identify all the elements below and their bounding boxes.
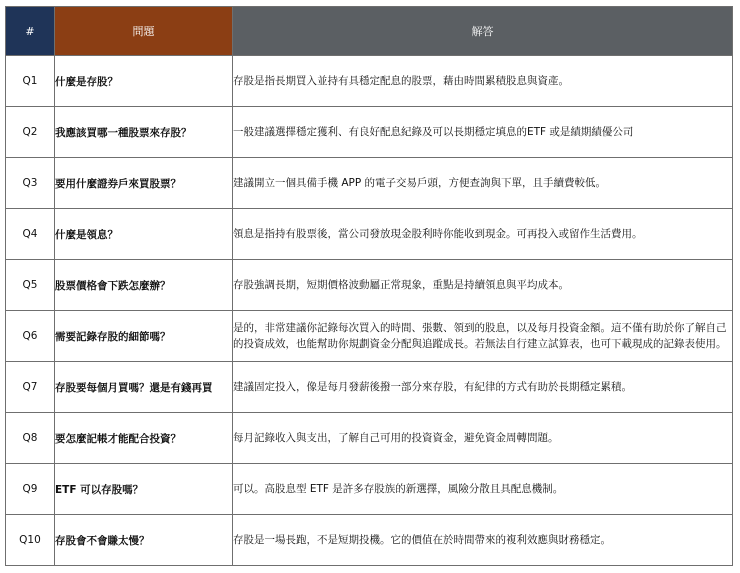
- table-row: [6, 464, 733, 515]
- question-cell: 存股會不會賺太慢？: [55, 515, 233, 566]
- row-number: Q9: [6, 464, 55, 515]
- answer-cell: 建議固定投入，像是每月發薪後撥一部分來存股，有紀律的方式有助於長期穩定累積。: [233, 362, 733, 413]
- question-cell: 存股要每個月買嗎？還是有錢再買: [55, 362, 233, 413]
- table-row: [6, 260, 733, 311]
- question-cell: 需要記錄存股的細節嗎？: [55, 311, 233, 362]
- question-cell: 什麼是領息？: [55, 209, 233, 260]
- row-number: Q6: [6, 311, 55, 362]
- answer-cell: 存股是一場長跑，不是短期投機。它的價值在於時間帶來的複利效應與財務穩定。: [233, 515, 733, 566]
- row-number: Q8: [6, 413, 55, 464]
- row-number: Q4: [6, 209, 55, 260]
- answer-cell: 一般建議選擇穩定獲利、有良好配息紀錄及可以長期穩定填息的ETF 或是績期績優公司: [233, 107, 733, 158]
- answer-cell: 存股是指長期買入並持有具穩定配息的股票，藉由時間累積股息與資產。: [233, 56, 733, 107]
- row-number: Q2: [6, 107, 55, 158]
- table-row: [6, 311, 733, 362]
- header-number: #: [6, 7, 55, 56]
- answer-cell: 是的，非常建議你記錄每次買入的時間、張數、領到的股息，以及每月投資金額。這不僅有助於你了解自己的投資成效，也能幫助你規劃資金分配與追蹤成長。若無法自行建立試算表，也可下載現成的記錄表使用。: [233, 311, 733, 362]
- table-row: [6, 107, 733, 158]
- question-cell: ETF 可以存股嗎？: [55, 464, 233, 515]
- question-cell: 股票價格會下跌怎麼辦？: [55, 260, 233, 311]
- table-row: [6, 209, 733, 260]
- table-row: [6, 158, 733, 209]
- table-row: [6, 413, 733, 464]
- table-row: [6, 56, 733, 107]
- row-number: Q5: [6, 260, 55, 311]
- question-cell: 要用什麼證券戶來買股票？: [55, 158, 233, 209]
- answer-cell: 建議開立一個具備手機 APP 的電子交易戶頭，方便查詢與下單，且手續費較低。: [233, 158, 733, 209]
- row-number: Q1: [6, 56, 55, 107]
- answer-cell: 可以。高股息型 ETF 是許多存股族的新選擇，風險分散且具配息機制。: [233, 464, 733, 515]
- question-cell: 要怎麼記帳才能配合投資？: [55, 413, 233, 464]
- answer-cell: 領息是指持有股票後，當公司發放現金股利時你能收到現金。可再投入或留作生活費用。: [233, 209, 733, 260]
- question-cell: 我應該買哪一種股票來存股？: [55, 107, 233, 158]
- header-question: 問題: [55, 7, 233, 56]
- row-number: Q10: [6, 515, 55, 566]
- header-answer: 解答: [233, 7, 733, 56]
- answer-cell: 每月記錄收入與支出，了解自己可用的投資資金，避免資金周轉問題。: [233, 413, 733, 464]
- header-row: [6, 7, 733, 56]
- row-number: Q7: [6, 362, 55, 413]
- answer-cell: 存股強調長期，短期價格波動屬正常現象，重點是持續領息與平均成本。: [233, 260, 733, 311]
- table-row: [6, 362, 733, 413]
- question-cell: 什麼是存股？: [55, 56, 233, 107]
- row-number: Q3: [6, 158, 55, 209]
- faq-table: [5, 6, 733, 566]
- table-row: [6, 515, 733, 566]
